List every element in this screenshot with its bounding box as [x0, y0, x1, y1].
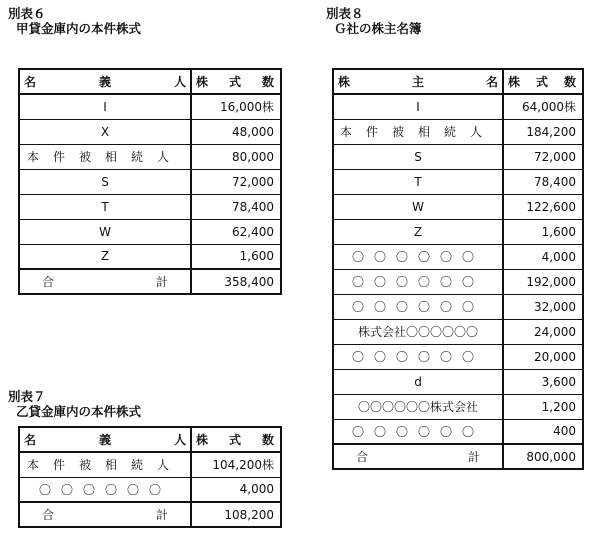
table-row	[333, 244, 583, 269]
shares-cell: 3,600	[503, 369, 583, 394]
table-row	[19, 477, 281, 502]
holder-name-cell	[333, 244, 503, 269]
table-row	[333, 94, 583, 119]
header-name-cell	[19, 427, 191, 452]
table-row	[333, 319, 583, 344]
holder-name-cell: W	[19, 219, 191, 244]
holder-name-cell: S	[333, 144, 503, 169]
total-label-char: 計	[155, 508, 168, 522]
header-shares-char: 数	[261, 433, 274, 447]
table-row	[333, 419, 583, 444]
header-name-char: 名	[485, 75, 498, 89]
header-row	[19, 69, 281, 94]
shares-cell: 80,000	[191, 144, 281, 169]
table-row	[19, 94, 281, 119]
shares-cell: 78,400	[503, 169, 583, 194]
holder-name: 〇〇〇〇〇〇	[38, 482, 171, 497]
table6	[18, 68, 282, 295]
header-row	[19, 427, 281, 452]
table-row	[333, 369, 583, 394]
shares-cell: 1,200	[503, 394, 583, 419]
holder-name-cell	[333, 344, 503, 369]
holder-name-cell	[333, 119, 503, 144]
shares-cell: 16,000株	[191, 94, 281, 119]
shares-cell: 184,200	[503, 119, 583, 144]
shares-cell: 62,400	[191, 219, 281, 244]
holder-name: 〇〇〇〇〇〇	[351, 424, 484, 439]
header-shares-cell	[191, 69, 281, 94]
table7-title: 乙貸金庫内の本件株式	[16, 404, 142, 419]
total-shares-cell: 108,200	[191, 502, 281, 527]
table-row	[19, 244, 281, 269]
holder-name: 株式会社〇〇〇〇〇〇	[357, 325, 478, 339]
header-shares-char: 数	[563, 75, 576, 89]
header-shares-char: 式	[228, 433, 241, 447]
holder-name-cell: X	[19, 119, 191, 144]
total-label-char: 合	[356, 450, 369, 464]
table-row	[19, 219, 281, 244]
holder-name: 〇〇〇〇〇〇	[351, 275, 484, 289]
header-shares-char: 数	[261, 75, 274, 89]
shares-cell: 400	[503, 419, 583, 444]
table-row	[19, 452, 281, 477]
header-name-char: 株	[338, 75, 351, 89]
table6-title: 甲貸金庫内の本件株式	[16, 21, 142, 36]
holder-name: 〇〇〇〇〇〇	[351, 250, 484, 264]
holder-name-cell	[19, 452, 191, 477]
holder-name: 本件被相続人	[26, 458, 183, 473]
table-row	[333, 394, 583, 419]
holder-name-cell: W	[333, 194, 503, 219]
total-label-cell	[19, 269, 191, 294]
header-shares-cell	[503, 69, 583, 94]
header-name-char: 人	[173, 433, 186, 447]
table7-label: 別表７	[8, 389, 46, 404]
table8-title: Ｇ社の株主名簿	[334, 21, 422, 36]
table7	[18, 426, 282, 528]
holder-name-cell	[333, 319, 503, 344]
shares-cell: 48,000	[191, 119, 281, 144]
shares-cell: 4,000	[191, 477, 281, 502]
total-shares-cell: 358,400	[191, 269, 281, 294]
header-shares-char: 式	[228, 75, 241, 89]
table-row	[19, 169, 281, 194]
table8-label: 別表８	[326, 6, 364, 21]
shares-cell: 20,000	[503, 344, 583, 369]
holder-name-cell	[19, 477, 191, 502]
shares-cell: 122,600	[503, 194, 583, 219]
holder-name-cell: Z	[333, 219, 503, 244]
header-row	[333, 69, 583, 94]
table-row	[19, 144, 281, 169]
header-shares-char: 株	[196, 75, 209, 89]
table6-caption	[8, 6, 141, 36]
total-label-char: 合	[42, 508, 55, 522]
shares-cell: 32,000	[503, 294, 583, 319]
table8-caption	[326, 6, 422, 36]
table8	[332, 68, 584, 470]
header-name-char: 名	[24, 433, 37, 447]
header-name-char: 主	[411, 75, 424, 89]
total-row	[19, 269, 281, 294]
holder-name-cell	[333, 294, 503, 319]
header-name-cell	[19, 69, 191, 94]
total-row	[333, 444, 583, 469]
header-name-char: 人	[173, 75, 186, 89]
table-row	[19, 119, 281, 144]
table-row	[333, 169, 583, 194]
shares-cell: 1,600	[503, 219, 583, 244]
holder-name-cell: d	[333, 369, 503, 394]
holder-name-cell: S	[19, 169, 191, 194]
total-row	[19, 502, 281, 527]
holder-name-cell	[19, 144, 191, 169]
table6-label: 別表６	[8, 6, 46, 21]
table-row	[333, 119, 583, 144]
shares-cell: 72,000	[191, 169, 281, 194]
table7-caption	[8, 389, 141, 419]
header-name-char: 名	[24, 75, 37, 89]
holder-name-cell: I	[333, 94, 503, 119]
header-name-cell	[333, 69, 503, 94]
holder-name: 〇〇〇〇〇〇	[351, 350, 484, 364]
shares-cell: 72,000	[503, 144, 583, 169]
table-row	[333, 219, 583, 244]
holder-name-cell: T	[19, 194, 191, 219]
total-label-cell	[333, 444, 503, 469]
holder-name-cell: I	[19, 94, 191, 119]
holder-name-cell: T	[333, 169, 503, 194]
total-label-char: 計	[467, 450, 480, 464]
shares-cell: 24,000	[503, 319, 583, 344]
table-row	[333, 344, 583, 369]
holder-name: 本件被相続人	[26, 150, 183, 164]
total-label-char: 計	[155, 275, 168, 289]
table-row	[333, 269, 583, 294]
holder-name-cell	[333, 394, 503, 419]
holder-name: 本件被相続人	[339, 125, 496, 139]
holder-name: 〇〇〇〇〇〇株式会社	[357, 400, 478, 414]
header-shares-char: 式	[535, 75, 548, 89]
holder-name-cell: Z	[19, 244, 191, 269]
header-name-char: 義	[98, 433, 111, 447]
table-row	[333, 194, 583, 219]
shares-cell: 1,600	[191, 244, 281, 269]
table-row	[333, 294, 583, 319]
shares-cell: 4,000	[503, 244, 583, 269]
shares-cell: 104,200株	[191, 452, 281, 477]
total-shares-cell: 800,000	[503, 444, 583, 469]
shares-cell: 64,000株	[503, 94, 583, 119]
shares-cell: 192,000	[503, 269, 583, 294]
header-shares-cell	[191, 427, 281, 452]
holder-name: 〇〇〇〇〇〇	[351, 300, 484, 314]
shares-cell: 78,400	[191, 194, 281, 219]
total-label-cell	[19, 502, 191, 527]
holder-name-cell	[333, 269, 503, 294]
header-shares-char: 株	[196, 433, 209, 447]
table-row	[19, 194, 281, 219]
header-name-char: 義	[98, 75, 111, 89]
header-shares-char: 株	[508, 75, 521, 89]
holder-name-cell	[333, 419, 503, 444]
total-label-char: 合	[42, 275, 55, 289]
table-row	[333, 144, 583, 169]
